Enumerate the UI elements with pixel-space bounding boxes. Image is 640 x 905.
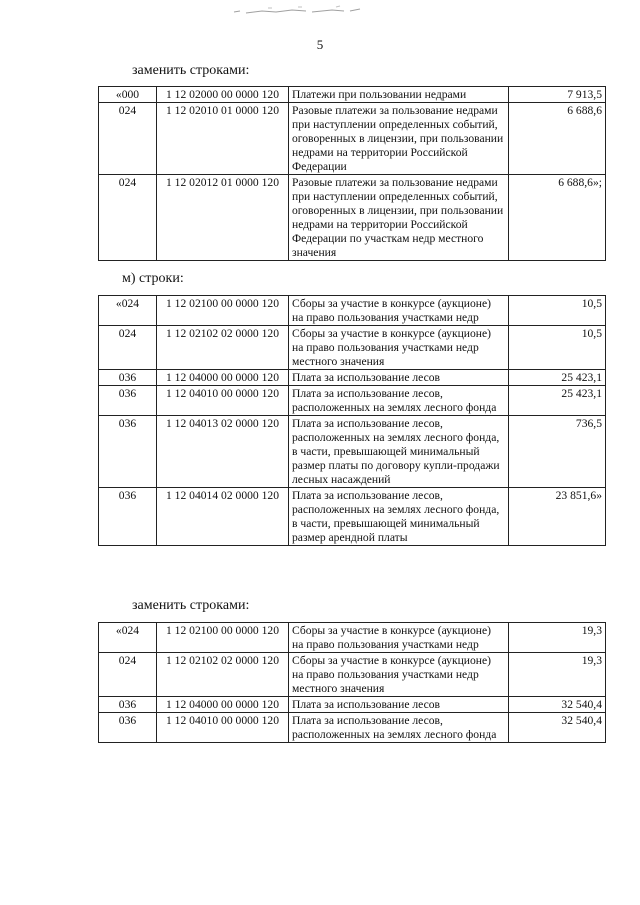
table-row: [99, 697, 606, 713]
admin-code-cell: 036: [99, 370, 157, 386]
budget-code-cell: 1 12 02100 00 0000 120: [157, 296, 289, 326]
amount-cell: 32 540,4: [509, 713, 606, 743]
revenue-name-cell: Разовые платежи за пользование недрами при наступлении определенных событий, оговоренных в лицензии, при пользовании недрами на территории Российской Федерации: [289, 103, 509, 175]
budget-code-cell: 1 12 04010 00 0000 120: [157, 386, 289, 416]
table-row: [99, 623, 606, 653]
table-row: [99, 296, 606, 326]
table-row: [99, 386, 606, 416]
table-row: [99, 416, 606, 488]
budget-table-rows-m: [98, 295, 606, 546]
table-row: [99, 103, 606, 175]
budget-code-cell: 1 12 02102 02 0000 120: [157, 653, 289, 697]
admin-code-cell: 036: [99, 386, 157, 416]
amount-cell: 19,3: [509, 623, 606, 653]
section-label-replace-2: заменить строками:: [132, 598, 250, 613]
table-row: [99, 87, 606, 103]
admin-code-cell: 036: [99, 713, 157, 743]
table-row: [99, 653, 606, 697]
revenue-name-cell: Плата за использование лесов, расположенных на землях лесного фонда: [289, 386, 509, 416]
admin-code-cell: 036: [99, 697, 157, 713]
amount-cell: 32 540,4: [509, 697, 606, 713]
revenue-name-cell: Платежи при пользовании недрами: [289, 87, 509, 103]
budget-code-cell: 1 12 04000 00 0000 120: [157, 370, 289, 386]
revenue-name-cell: Плата за использование лесов: [289, 370, 509, 386]
budget-table-replace-1: [98, 86, 606, 261]
revenue-name-cell: Сборы за участие в конкурсе (аукционе) на право пользования участками недр: [289, 296, 509, 326]
admin-code-cell: «024: [99, 296, 157, 326]
amount-cell: 19,3: [509, 653, 606, 697]
budget-code-cell: 1 12 02100 00 0000 120: [157, 623, 289, 653]
budget-code-cell: 1 12 04014 02 0000 120: [157, 488, 289, 546]
revenue-name-cell: Плата за использование лесов: [289, 697, 509, 713]
amount-cell: 6 688,6»;: [509, 175, 606, 261]
amount-cell: 736,5: [509, 416, 606, 488]
budget-code-cell: 1 12 02012 01 0000 120: [157, 175, 289, 261]
table-row: [99, 488, 606, 546]
budget-code-cell: 1 12 04000 00 0000 120: [157, 697, 289, 713]
budget-code-cell: 1 12 02000 00 0000 120: [157, 87, 289, 103]
table-row: [99, 326, 606, 370]
table-row: [99, 175, 606, 261]
budget-code-cell: 1 12 04010 00 0000 120: [157, 713, 289, 743]
section-label-replace-1: заменить строками:: [132, 63, 250, 78]
table-row: [99, 370, 606, 386]
revenue-name-cell: Плата за использование лесов, расположенных на землях лесного фонда: [289, 713, 509, 743]
table-row: [99, 713, 606, 743]
budget-code-cell: 1 12 02010 01 0000 120: [157, 103, 289, 175]
page-number: 5: [316, 37, 324, 52]
revenue-name-cell: Плата за использование лесов, расположенных на землях лесного фонда, в части, превышающей минимальный размер арендной платы: [289, 488, 509, 546]
revenue-name-cell: Сборы за участие в конкурсе (аукционе) на право пользования участками недр местного значения: [289, 653, 509, 697]
admin-code-cell: 036: [99, 488, 157, 546]
amount-cell: 10,5: [509, 296, 606, 326]
amount-cell: 7 913,5: [509, 87, 606, 103]
admin-code-cell: 024: [99, 326, 157, 370]
admin-code-cell: 024: [99, 653, 157, 697]
admin-code-cell: «024: [99, 623, 157, 653]
amount-cell: 25 423,1: [509, 386, 606, 416]
amount-cell: 10,5: [509, 326, 606, 370]
budget-code-cell: 1 12 02102 02 0000 120: [157, 326, 289, 370]
budget-code-cell: 1 12 04013 02 0000 120: [157, 416, 289, 488]
amount-cell: 25 423,1: [509, 370, 606, 386]
revenue-name-cell: Разовые платежи за пользование недрами при наступлении определенных событий, оговоренных в лицензии, при пользовании недрами на территории Российской Федерации по участкам недр местного значения: [289, 175, 509, 261]
admin-code-cell: 024: [99, 175, 157, 261]
section-label-rows-m: м) строки:: [122, 271, 184, 286]
revenue-name-cell: Сборы за участие в конкурсе (аукционе) на право пользования участками недр: [289, 623, 509, 653]
revenue-name-cell: Сборы за участие в конкурсе (аукционе) на право пользования участками недр местного значения: [289, 326, 509, 370]
admin-code-cell: 024: [99, 103, 157, 175]
amount-cell: 23 851,6»: [509, 488, 606, 546]
budget-table-replace-2: [98, 622, 606, 743]
admin-code-cell: «000: [99, 87, 157, 103]
scan-artifact-mark: [232, 2, 362, 16]
admin-code-cell: 036: [99, 416, 157, 488]
revenue-name-cell: Плата за использование лесов, расположенных на землях лесного фонда, в части, превышающей минимальный размер платы по договору купли-продажи лесных насаждений: [289, 416, 509, 488]
amount-cell: 6 688,6: [509, 103, 606, 175]
